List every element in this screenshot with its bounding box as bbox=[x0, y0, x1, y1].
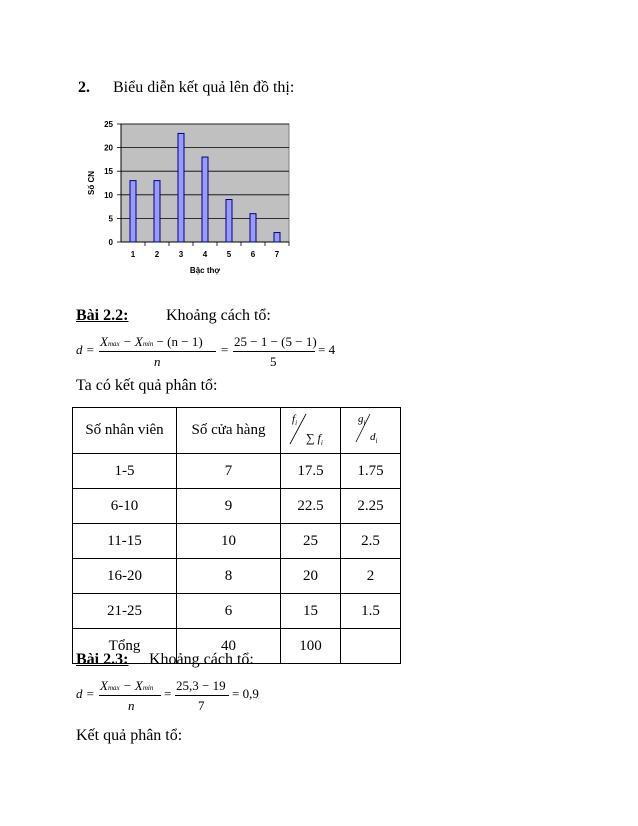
table-row bbox=[73, 489, 401, 524]
gi-top: $g_i$ bbox=[357, 413, 365, 427]
formula-sub-min: min bbox=[142, 340, 154, 348]
table-cell: 17.5 bbox=[281, 454, 341, 489]
table-cell: 1.75 bbox=[341, 454, 401, 489]
x-tick-label: 7 bbox=[274, 250, 280, 259]
table-cell: 6 bbox=[177, 594, 281, 629]
table-cell: 2 bbox=[341, 559, 401, 594]
table-cell: 7 bbox=[177, 454, 281, 489]
fraction-line-2 bbox=[233, 351, 315, 352]
formula-tail: − (n − 1) bbox=[156, 334, 203, 349]
table-intro: Ta có kết quả phân tổ: bbox=[76, 377, 218, 394]
formula-numerator-1 bbox=[100, 334, 203, 350]
bar bbox=[154, 181, 160, 242]
sum-fi-bottom: ∑ $f_i$ bbox=[305, 431, 323, 447]
table-cell: 15 bbox=[281, 594, 341, 629]
exercise-2-3-heading: Khoảng cách tổ: bbox=[149, 651, 254, 668]
table-row bbox=[73, 454, 401, 489]
formula-result: = 0,9 bbox=[232, 686, 259, 701]
fraction-line-1 bbox=[99, 351, 216, 352]
result-intro: Kết quả phân tổ: bbox=[76, 727, 183, 744]
formula-x: X bbox=[100, 678, 108, 693]
formula-numerator-2: 25,3 − 19 bbox=[176, 678, 226, 693]
table-cell: 25 bbox=[281, 524, 341, 559]
table-cell: 1-5 bbox=[73, 454, 177, 489]
table-cell: Tổng bbox=[73, 629, 177, 664]
formula-sub-max: max bbox=[107, 684, 120, 692]
x-tick-label: 3 bbox=[178, 250, 184, 259]
formula-sub-min: min bbox=[142, 684, 154, 692]
formula-result: = 4 bbox=[318, 342, 336, 357]
y-tick-label: 25 bbox=[104, 120, 113, 129]
di-bottom: $d_i$ bbox=[369, 431, 377, 445]
table-cell: 2.25 bbox=[341, 489, 401, 524]
formula-denominator-2: 5 bbox=[270, 354, 277, 369]
bar bbox=[226, 200, 232, 242]
fi-over-sum-fi bbox=[282, 408, 340, 448]
grouping-table bbox=[72, 407, 401, 664]
section-number: 2. bbox=[78, 79, 90, 96]
exercise-2-3-label: Bài 2.3: bbox=[76, 651, 129, 668]
exercise-2-2-heading: Khoảng cách tổ: bbox=[166, 307, 271, 324]
y-tick-label: 0 bbox=[108, 238, 113, 247]
bar-chart bbox=[78, 112, 298, 282]
fraction-line-2 bbox=[175, 695, 229, 696]
header-stores: Số cửa hàng bbox=[177, 408, 281, 454]
table-cell: 100 bbox=[281, 629, 341, 664]
fi-top: $f_i$ bbox=[291, 413, 297, 427]
header-fi-ratio bbox=[281, 408, 341, 454]
table-cell: 16-20 bbox=[73, 559, 177, 594]
exercise-2-2-label: Bài 2.2: bbox=[76, 307, 129, 324]
fraction-line-1 bbox=[99, 695, 161, 696]
bar bbox=[178, 133, 184, 242]
gi-over-di bbox=[342, 408, 400, 448]
x-tick-label: 5 bbox=[226, 250, 232, 259]
y-tick-label: 15 bbox=[104, 167, 113, 177]
formula-lhs: d = bbox=[76, 342, 95, 357]
formula-minus-x: − X bbox=[122, 678, 143, 693]
y-tick-label: 10 bbox=[104, 190, 113, 200]
x-tick-label: 6 bbox=[250, 250, 256, 259]
table-header-row bbox=[73, 408, 401, 454]
bar bbox=[130, 181, 136, 242]
table-cell bbox=[341, 629, 401, 664]
table-cell: 40 bbox=[177, 629, 281, 664]
formula-lhs: d = bbox=[76, 686, 95, 701]
table-cell: 11-15 bbox=[73, 524, 177, 559]
bar bbox=[202, 157, 208, 242]
table-row bbox=[73, 524, 401, 559]
section-heading: Biểu diễn kết quả lên đồ thị: bbox=[113, 79, 295, 96]
y-axis-label: Số CN bbox=[87, 171, 96, 195]
table-cell: 10 bbox=[177, 524, 281, 559]
table-cell: 6-10 bbox=[73, 489, 177, 524]
bar bbox=[274, 233, 280, 242]
x-tick-label: 4 bbox=[202, 250, 208, 259]
x-axis-label: Bậc thợ bbox=[189, 266, 221, 275]
formula-numerator-2: 25 − 1 − (5 − 1) bbox=[234, 334, 317, 349]
y-tick-label: 5 bbox=[108, 214, 113, 224]
table-row bbox=[73, 594, 401, 629]
table-cell: 8 bbox=[177, 559, 281, 594]
table-cell: 22.5 bbox=[281, 489, 341, 524]
formula-sub-max: max bbox=[107, 340, 120, 348]
formula-2-3 bbox=[76, 678, 276, 714]
formula-denominator-1: n bbox=[128, 698, 135, 713]
formula-x: X bbox=[100, 334, 108, 349]
bar bbox=[250, 214, 256, 242]
x-tick-label: 1 bbox=[130, 250, 136, 259]
table-cell: 2.5 bbox=[341, 524, 401, 559]
table-cell: 20 bbox=[281, 559, 341, 594]
formula-denominator-1: n bbox=[154, 354, 161, 369]
header-gi-ratio bbox=[341, 408, 401, 454]
x-tick-label: 2 bbox=[154, 250, 160, 259]
table-cell: 9 bbox=[177, 489, 281, 524]
table-row bbox=[73, 559, 401, 594]
formula-denominator-2: 7 bbox=[198, 698, 205, 713]
formula-equals: = bbox=[221, 342, 229, 357]
formula-numerator-1 bbox=[100, 678, 153, 694]
y-tick-label: 20 bbox=[104, 143, 113, 153]
formula-minus-x: − X bbox=[122, 334, 143, 349]
formula-2-2 bbox=[76, 334, 336, 370]
formula-equals: = bbox=[164, 686, 172, 701]
table-cell: 21-25 bbox=[73, 594, 177, 629]
table-cell: 1.5 bbox=[341, 594, 401, 629]
header-employees: Số nhân viên bbox=[73, 408, 177, 454]
